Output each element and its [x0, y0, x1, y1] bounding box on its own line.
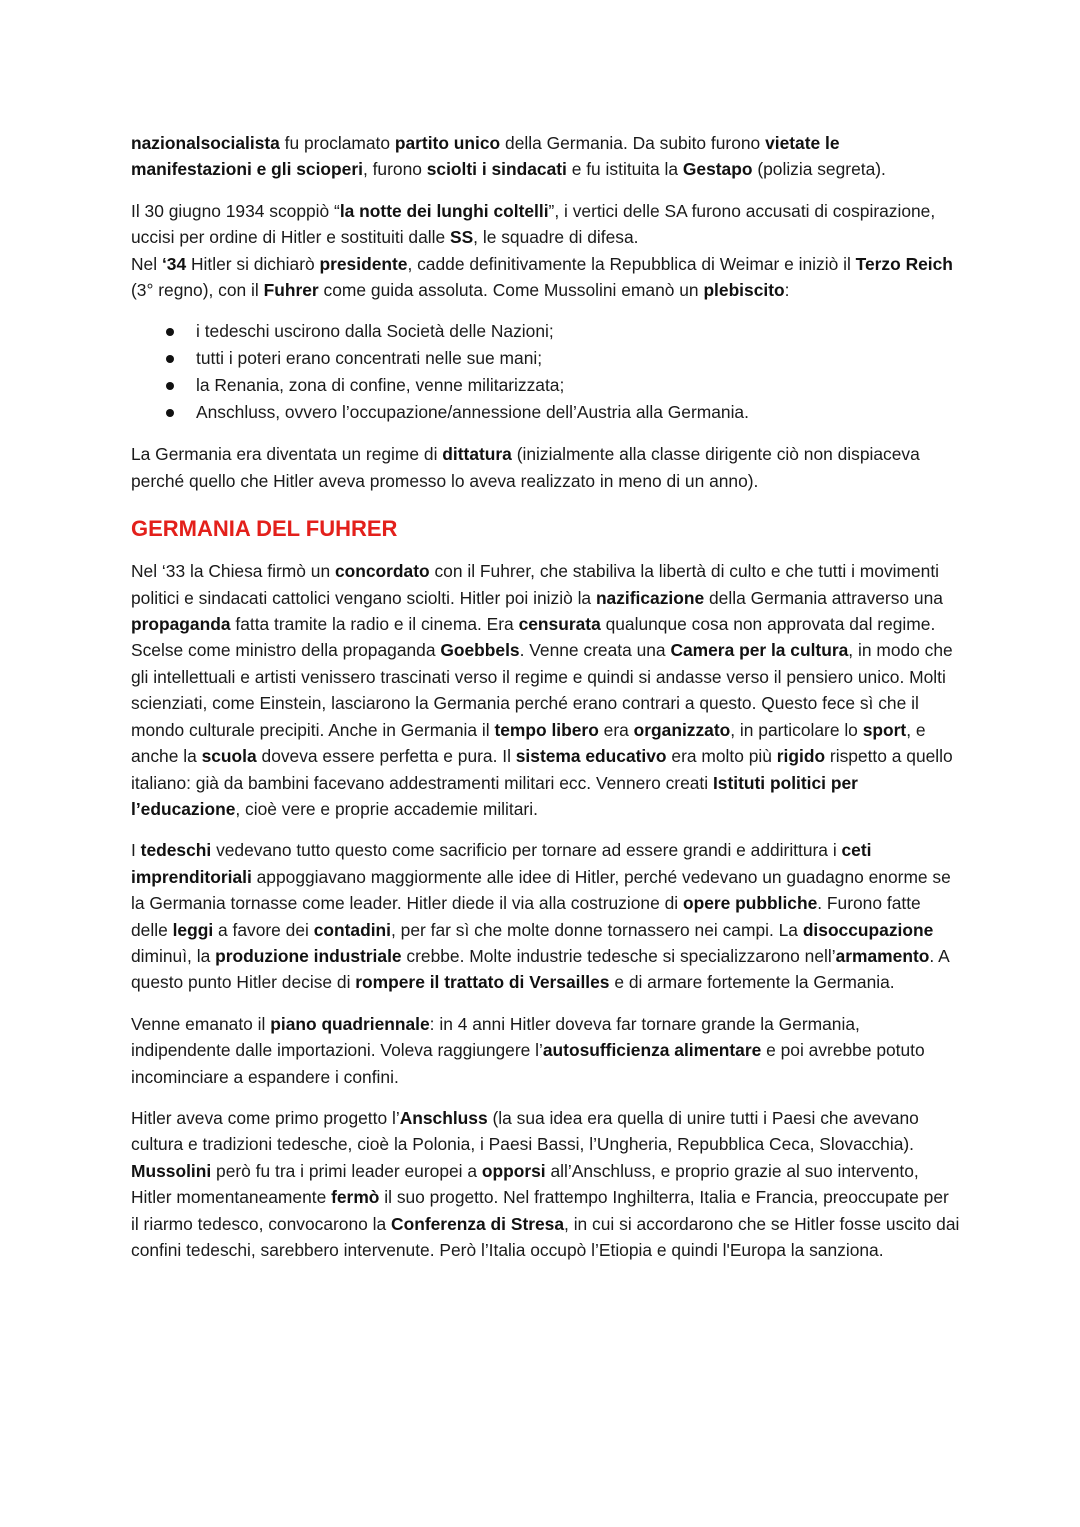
bullet-item: i tedeschi uscirono dalla Società delle Nazioni; — [131, 318, 961, 345]
text-run: doveva essere perfetta e pura. Il — [256, 746, 516, 767]
bold-text: sistema educativo — [515, 746, 667, 767]
text-run: diminuì, la — [131, 945, 216, 966]
text-run: all’Anschluss, e proprio grazie al suo intervento, Hitler momentaneamente — [131, 1160, 919, 1208]
bold-text: tedeschi — [140, 840, 212, 861]
bold-text: autosufficienza alimentare — [542, 1040, 762, 1061]
text-run: a favore dei — [213, 919, 314, 940]
text-run: il suo progetto. Nel frattempo Inghilterra, Italia e Francia, preoccupate per il riarmo tedesco, convocarono la — [131, 1187, 949, 1234]
text-run: però fu tra i primi leader europei a — [211, 1160, 482, 1181]
bold-text: sciolti i sindacati — [426, 159, 567, 180]
text-run: era molto più — [666, 746, 777, 767]
paragraph — [131, 130, 961, 183]
text-run: appoggiavano maggiormente alle idee di Hitler, perché vedevano un guadagno enorme se la Germania tornasse come leader. Hitler diede il via alla costruzione di — [131, 866, 951, 914]
bold-text: opere pubbliche — [682, 893, 818, 914]
paragraph — [131, 558, 961, 822]
bold-text: plebiscito — [703, 280, 785, 301]
bold-text: Istituti politici per l’educazione — [131, 772, 858, 819]
text-run: Hitler si dichiarò — [186, 253, 320, 274]
text-run: Nel — [131, 253, 162, 274]
text-run: La Germania era diventata un regime di — [131, 444, 443, 465]
bullet-item: Anschluss, ovvero l’occupazione/annessione dell’Austria alla Germania. — [131, 399, 961, 426]
text-run: , furono — [362, 159, 427, 180]
bold-text: dittatura — [442, 444, 512, 465]
text-run: ”, i vertici delle SA furono accusati di cospirazione, uccisi per ordine di Hitler e sostituiti dalle — [131, 200, 936, 248]
bold-text: produzione industriale — [215, 945, 402, 966]
paragraph — [131, 837, 961, 995]
bold-text: disoccupazione — [802, 919, 934, 940]
bold-text: Mussolini — [131, 1160, 212, 1181]
text-run: , per far sì che molte donne tornassero nei campi. La — [391, 919, 803, 940]
bold-text: Gestapo — [682, 159, 753, 180]
bold-text: partito unico — [394, 133, 501, 153]
bold-text: Goebbels — [440, 640, 520, 661]
text-run: (3° regno), con il — [131, 280, 264, 301]
text-run: della Germania. Da subito furono — [500, 133, 766, 153]
bold-text: scuola — [201, 746, 257, 767]
text-run: I — [131, 840, 141, 861]
text-run: , in modo che gli intellettuali e artisti venissero trascinati verso il regime e quindi si andasse verso il pensiero unico. Molti scienziati, come Einstein, lasciarono la Germania perché erano contrari a questo. Questo fece sì che il mondo culturale precipiti. Anche in Germania il — [131, 640, 953, 740]
bold-text: nazionalsocialista — [131, 133, 280, 153]
bold-text: SS — [449, 227, 474, 248]
text-run: Nel ‘33 la Chiesa firmò un — [131, 561, 335, 582]
bold-text: leggi — [172, 919, 214, 940]
text-run: : in 4 anni Hitler doveva far tornare grande la Germania, indipendente dalle importazioni. Voleva raggiungere l’ — [131, 1013, 860, 1061]
section-heading: GERMANIA DEL FUHRER — [131, 516, 398, 542]
text-run: e poi avrebbe potuto incominciare a espandere i confini. — [131, 1040, 925, 1087]
text-run: era — [598, 719, 634, 740]
bold-text: tempo libero — [494, 719, 599, 740]
text-run: . Furono fatte delle — [131, 893, 921, 940]
text-run: , in cui si accordarono che se Hitler fosse uscito dai confini tedeschi, sarebbero intervenute. Però l’Italia occupò l’Etiopia e quindi l'Europa la sanziona. — [131, 1213, 960, 1260]
bold-text: fermò — [331, 1187, 380, 1208]
bold-text: rompere il trattato di Versailles — [355, 972, 610, 993]
bold-text: ‘34 — [161, 253, 187, 274]
bold-text: propaganda — [131, 614, 231, 635]
text-run: (polizia segreta). — [752, 159, 886, 180]
bold-text: rigido — [776, 746, 826, 767]
text-run: , in particolare lo — [730, 719, 863, 740]
text-run: vedevano tutto questo come sacrificio per tornare ad essere grandi e addirittura i — [211, 840, 842, 861]
text-run: fu proclamato — [279, 133, 395, 153]
bold-text: sport — [862, 719, 907, 740]
text-run: . A questo punto Hitler decise di — [131, 945, 949, 993]
text-run: (la sua idea era quella di unire tutti i Paesi che avevano cultura e tradizioni tedesche, cioè la Polonia, i Paesi Bassi, l’Ungheria, Repubblica Ceca, Slovacchia). — [131, 1107, 919, 1155]
bullet-list — [131, 318, 961, 426]
bold-text: armamento — [835, 945, 930, 966]
bold-text: Camera per la cultura — [670, 640, 849, 661]
bold-text: Fuhrer — [263, 280, 319, 301]
text-run: come guida assoluta. Come Mussolini emanò un — [318, 280, 704, 301]
paragraph — [131, 1105, 961, 1263]
bold-text: concordato — [334, 561, 430, 582]
bold-text: piano quadriennale — [270, 1013, 430, 1034]
text-run: , cadde definitivamente la Repubblica di Weimar e iniziò il — [407, 253, 856, 274]
bullet-item: tutti i poteri erano concentrati nelle sue mani; — [131, 345, 961, 372]
paragraph — [131, 1011, 961, 1090]
bold-text: Anschluss — [399, 1107, 488, 1128]
text-run: Venne emanato il — [131, 1013, 271, 1034]
text-run: Il 30 giugno 1934 scoppiò “ — [131, 200, 340, 221]
text-run: : — [784, 280, 790, 301]
text-run: e di armare fortemente la Germania. — [609, 972, 895, 993]
text-run: . Venne creata una — [519, 640, 671, 661]
text-run: crebbe. Molte industrie tedesche si specializzarono nell’ — [401, 945, 836, 966]
bold-text: la notte dei lunghi coltelli — [339, 200, 549, 221]
bold-text: censurata — [518, 614, 601, 635]
text-run: (inizialmente alla classe dirigente ciò non dispiaceva perché quello che Hitler aveva promesso lo aveva realizzato in meno di un anno). — [131, 444, 920, 491]
bold-text: contadini — [313, 919, 392, 940]
text-run: qualunque cosa non approvata dal regime. Scelse come ministro della propaganda — [131, 614, 936, 661]
bold-text: nazificazione — [595, 587, 705, 608]
text-run: , e anche la — [131, 719, 926, 767]
bold-text: presidente — [319, 253, 408, 274]
bold-text: Terzo Reich — [855, 253, 953, 274]
bold-text: opporsi — [481, 1160, 546, 1181]
bullet-item: la Renania, zona di confine, venne militarizzata; — [131, 372, 961, 399]
text-run: della Germania attraverso una — [704, 587, 943, 608]
text-run: , le squadre di difesa. — [473, 227, 639, 248]
bold-text: organizzato — [633, 719, 731, 740]
text-run: Hitler aveva come primo progetto l’ — [131, 1107, 400, 1128]
document-page — [131, 130, 961, 1278]
text-run: con il Fuhrer, che stabiliva la libertà di culto e che tutti i movimenti politici e sindacati cattolici vengano sciolti. Hitler poi iniziò la — [131, 561, 940, 608]
text-run: e fu istituita la — [566, 159, 683, 180]
bold-text: Conferenza di Stresa — [391, 1213, 565, 1234]
text-run: rispetto a quello italiano: già da bambini facevano addestramenti militari ecc. Vennero creati — [131, 746, 953, 793]
text-run: fatta tramite la radio e il cinema. Era — [230, 614, 519, 635]
bold-text: ceti imprenditoriali — [131, 840, 872, 887]
paragraph — [131, 441, 961, 494]
bold-text: vietate le manifestazioni e gli scioperi — [131, 133, 840, 180]
paragraph — [131, 198, 961, 304]
text-run: , cioè vere e proprie accademie militari. — [235, 798, 538, 819]
